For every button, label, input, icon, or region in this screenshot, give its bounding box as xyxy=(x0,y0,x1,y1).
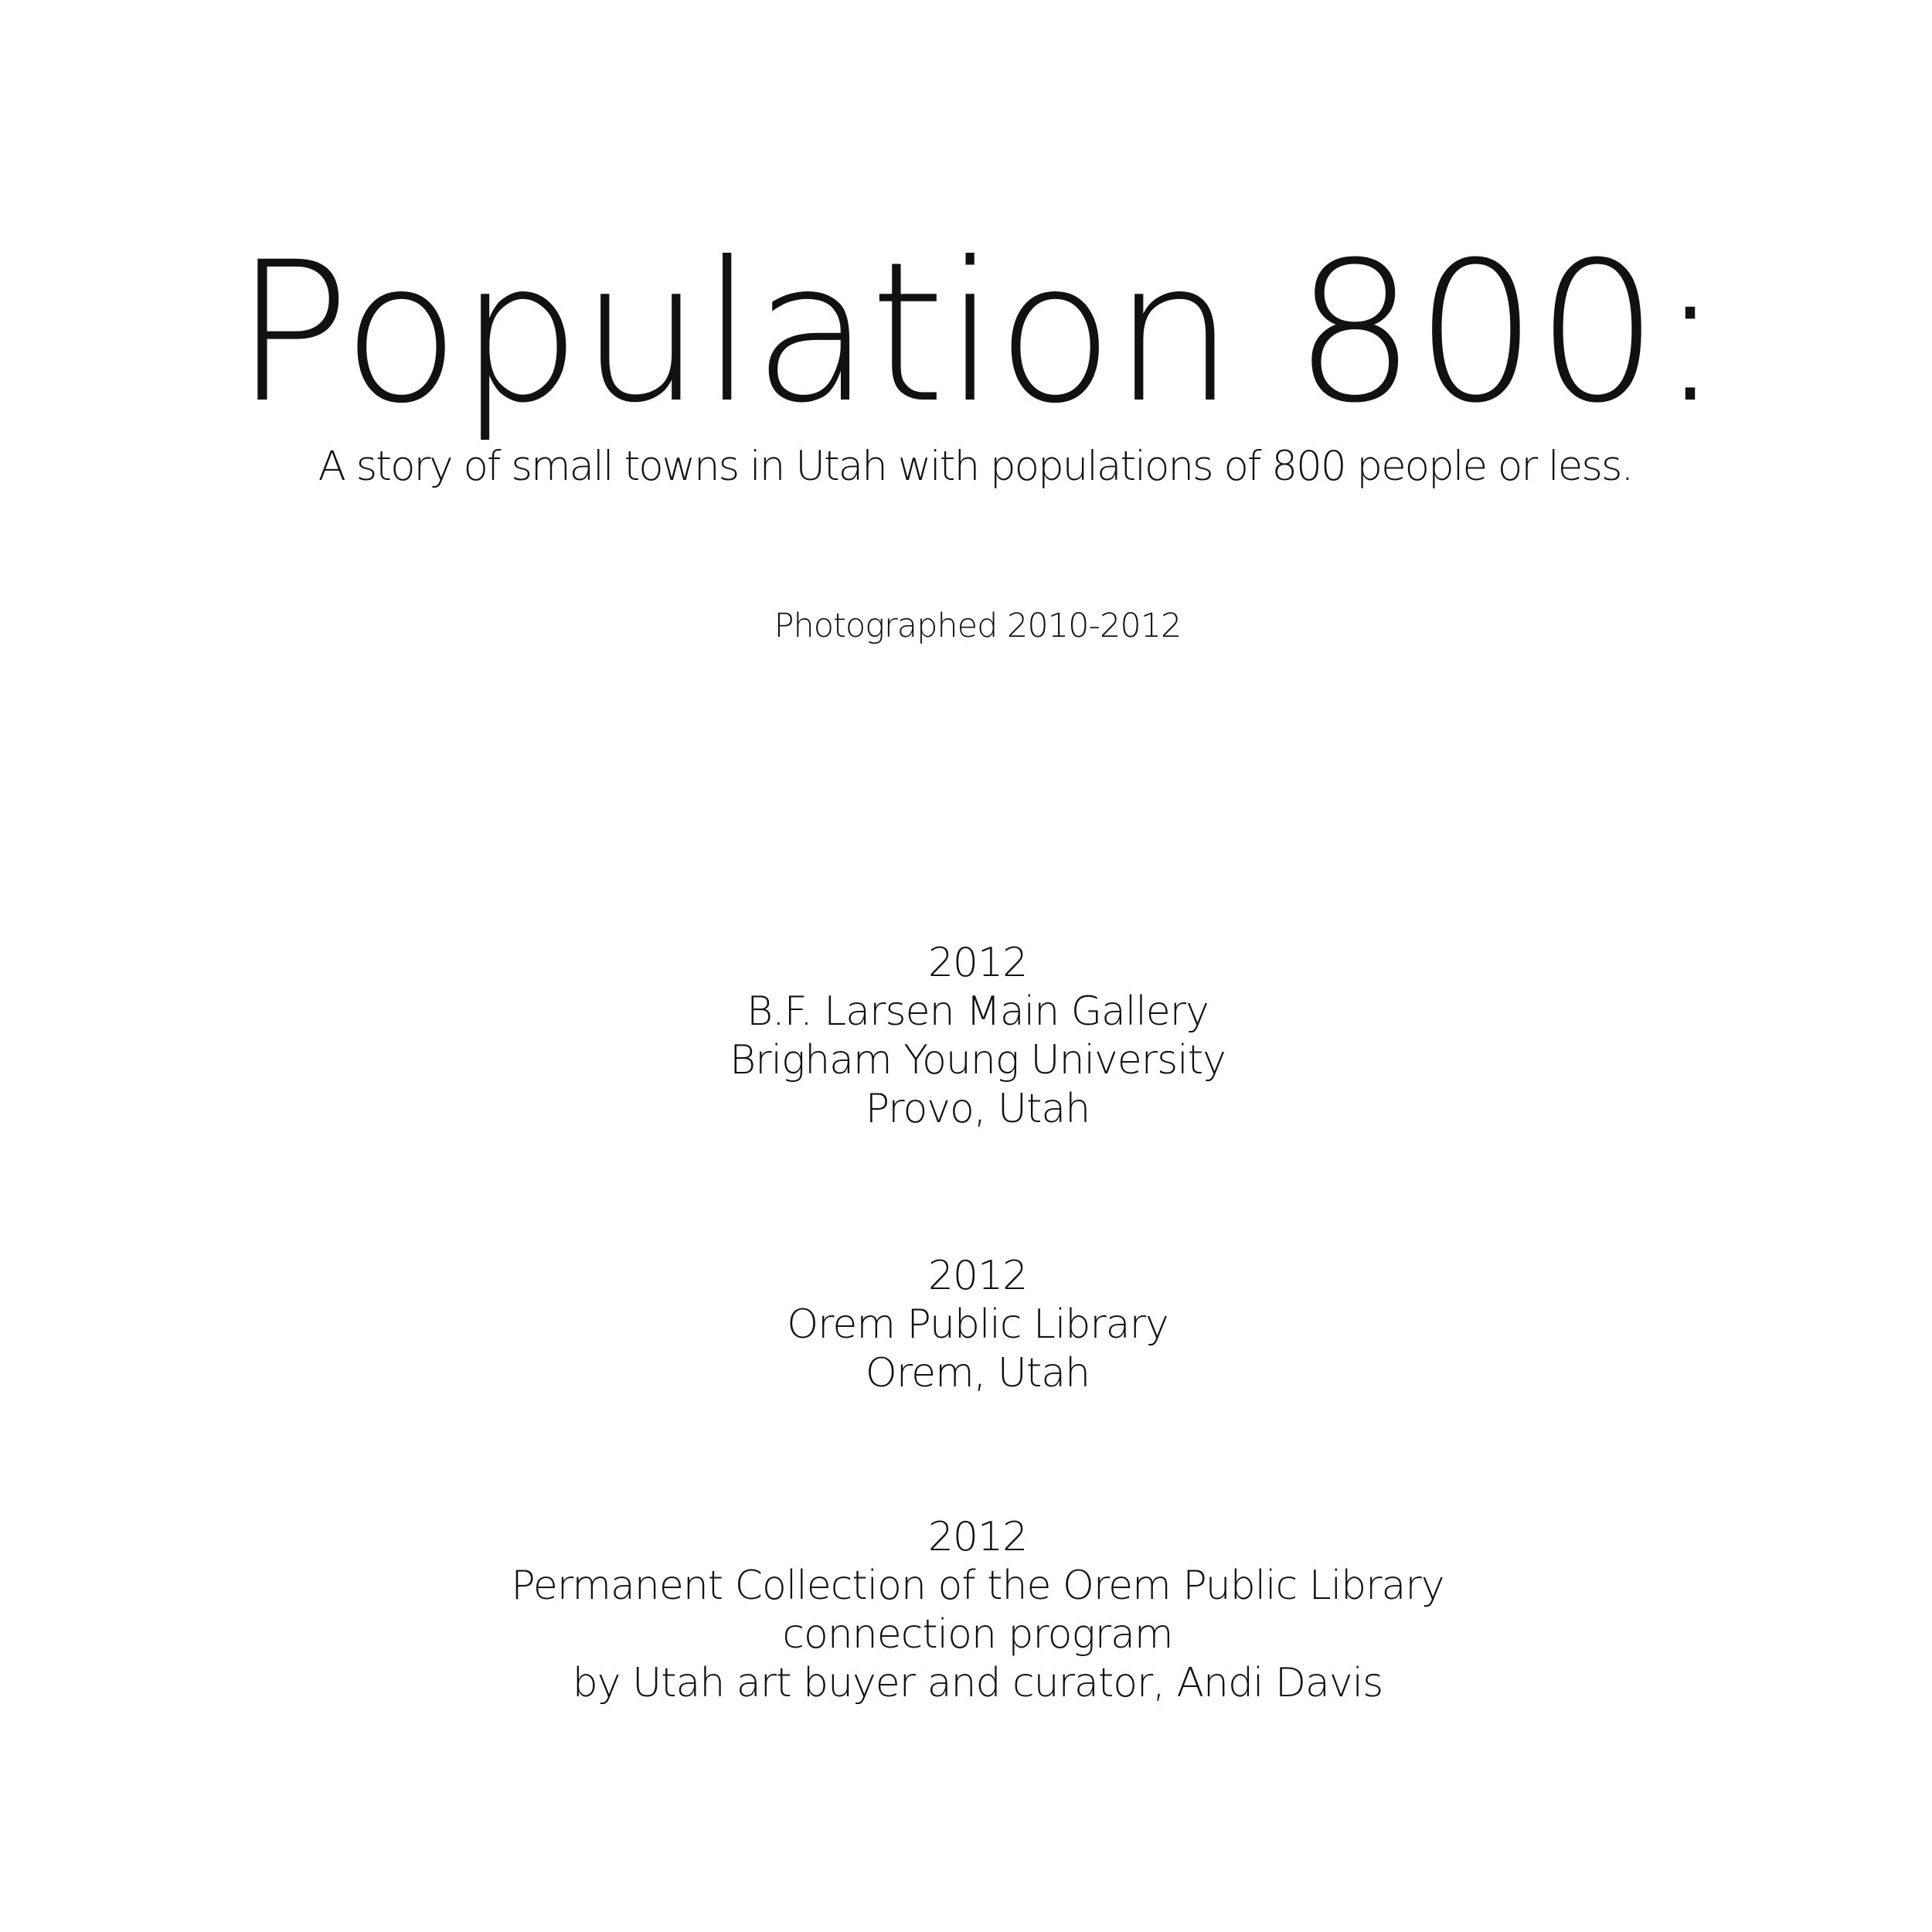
exhibition-venue: Orem Public Library xyxy=(787,1301,1168,1348)
exhibition-location: Provo, Utah xyxy=(865,1086,1090,1132)
exhibition-year: 2012 xyxy=(927,1253,1028,1299)
photographed-dates: Photographed 2010-2012 xyxy=(774,607,1182,645)
exhibition-block xyxy=(12,1252,1932,1398)
exhibition-institution: Brigham Young University xyxy=(730,1037,1226,1083)
page-title: Population 800: xyxy=(233,220,1722,445)
exhibition-year: 2012 xyxy=(927,940,1028,986)
collection-year: 2012 xyxy=(927,1514,1028,1560)
page-subtitle: A story of small towns in Utah with populations of 800 people or less. xyxy=(318,443,1633,490)
exhibition-location: Orem, Utah xyxy=(865,1350,1090,1396)
collection-block xyxy=(12,1513,1932,1708)
collection-name: Permanent Collection of the Orem Public Library xyxy=(511,1563,1444,1609)
collection-curator: by Utah art buyer and curator, Andi Davis xyxy=(572,1660,1383,1706)
collection-program: connection program xyxy=(782,1611,1173,1658)
exhibition-block xyxy=(12,939,1932,1134)
exhibition-venue: B.F. Larsen Main Gallery xyxy=(747,988,1209,1035)
